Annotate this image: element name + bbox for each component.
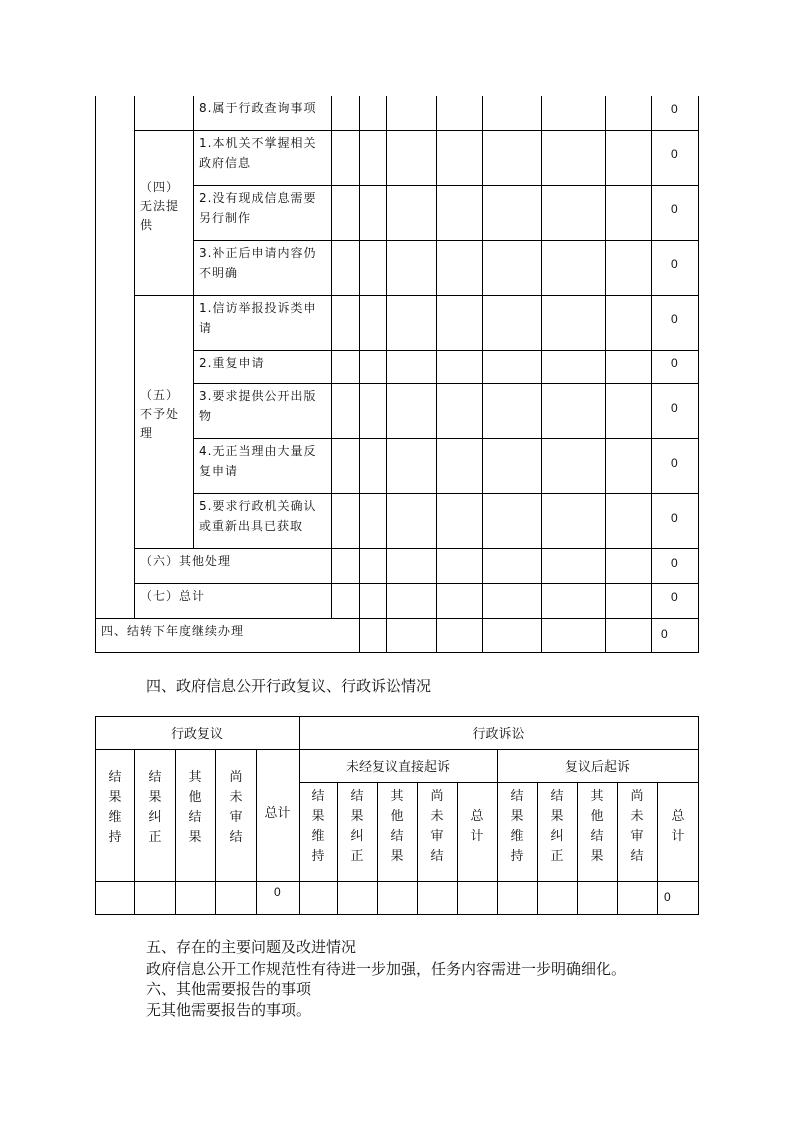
section-4-title: 四、政府信息公开行政复议、行政诉讼情况 [146, 677, 432, 695]
col-label: 尚未审结 [229, 770, 243, 845]
row-total: 0 [671, 312, 678, 326]
after-review-header: 复议后起诉 [564, 760, 630, 775]
section-5-text: 政府信息公开工作规范性有待进一步加强，任务内容需进一步明确细化。 [146, 960, 627, 978]
row-total: 0 [671, 102, 678, 116]
group-label-4: （四）无法提供 [140, 180, 180, 232]
col-label: 结果纠正 [550, 789, 564, 864]
section-6-text: 无其他需要报告的事项。 [146, 1001, 312, 1019]
section-5-title: 五、存在的主要问题及改进情况 [146, 938, 357, 956]
row-label: 5.要求行政机关确认或重新出具已获取 [199, 499, 317, 533]
row-label: 8.属于行政查询事项 [199, 101, 317, 115]
row-total: 0 [671, 456, 678, 470]
carry-label: 四、结转下年度继续办理 [101, 624, 245, 638]
row-total: 0 [671, 147, 678, 161]
row-total: 0 [671, 257, 678, 271]
other-label: （六）其他处理 [140, 554, 232, 568]
direct-suit-header: 未经复议直接起诉 [345, 760, 450, 775]
row-label: 3.要求提供公开出版物 [199, 389, 317, 423]
row-total: 0 [671, 511, 678, 525]
col-label: 结果维持 [311, 789, 325, 864]
row-label: 1.信访举报投诉类申请 [199, 301, 317, 335]
row-total: 0 [671, 356, 678, 370]
group-label-5: （五）不予处理 [140, 388, 180, 440]
row-label: 4.无正当理由大量反复申请 [199, 444, 317, 478]
col-label: 其他结果 [188, 770, 202, 845]
col-label: 其他结果 [390, 789, 404, 864]
review-header: 行政复议 [170, 727, 223, 742]
row-total: 0 [671, 401, 678, 415]
subtotal-label: （七）总计 [140, 589, 206, 603]
col-label: 结果维持 [108, 770, 122, 845]
subtotal-total: 0 [671, 590, 678, 604]
col-label: 总计 [470, 809, 484, 844]
col-label: 尚未审结 [630, 789, 644, 864]
litigation-total: 0 [664, 890, 671, 904]
other-total: 0 [671, 556, 678, 570]
row-label: 2.没有现成信息需要另行制作 [199, 191, 317, 225]
row-label: 3.补正后申请内容仍不明确 [199, 246, 317, 280]
col-label: 结果维持 [510, 789, 524, 864]
col-label-total: 总计 [264, 806, 291, 821]
row-label: 1.本机关不掌握相关政府信息 [199, 136, 317, 170]
review-total: 0 [274, 885, 281, 899]
col-label: 尚未审结 [430, 789, 444, 864]
row-total: 0 [671, 202, 678, 216]
carry-total: 0 [661, 627, 668, 641]
col-label: 总计 [671, 809, 685, 844]
col-label: 结果纠正 [350, 789, 364, 864]
section-6-title: 六、其他需要报告的事项 [146, 980, 312, 998]
row-label: 2.重复申请 [199, 356, 265, 370]
litigation-header: 行政诉讼 [472, 727, 525, 742]
col-label: 结果纠正 [148, 770, 162, 845]
col-label: 其他结果 [590, 789, 604, 864]
